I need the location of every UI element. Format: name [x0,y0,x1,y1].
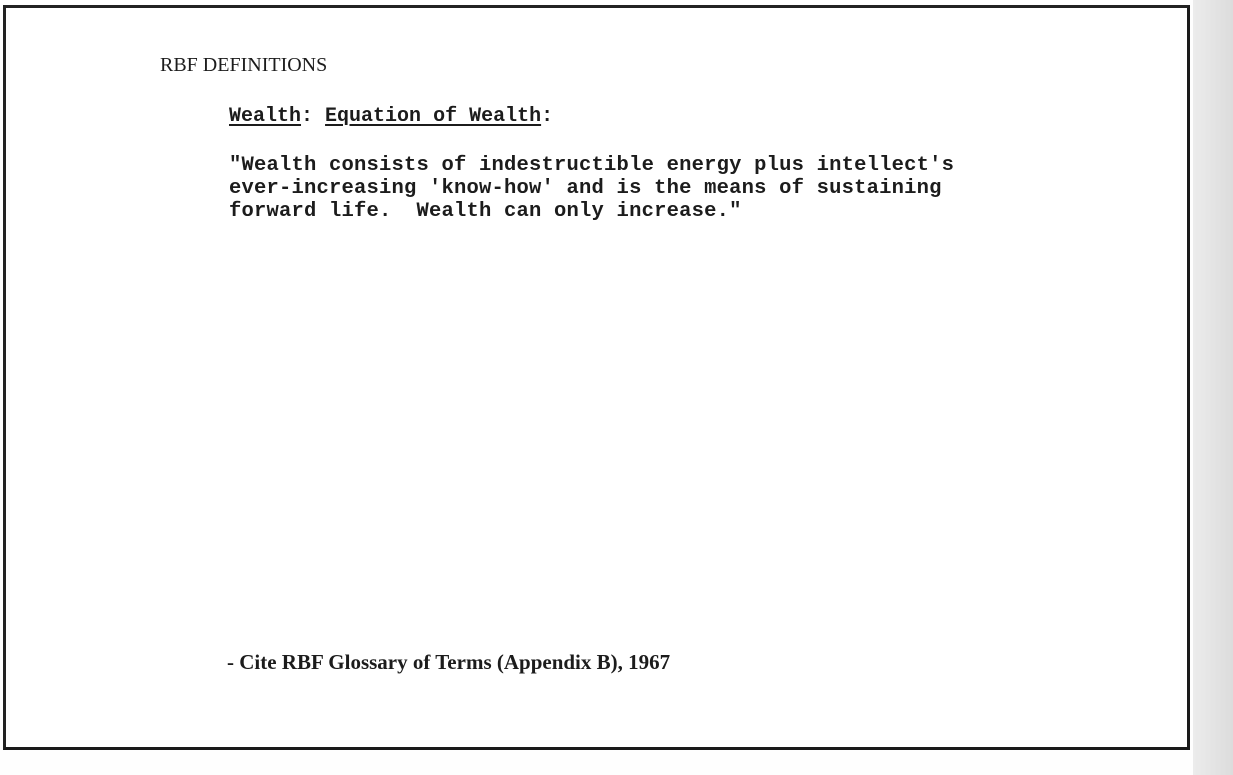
definition-title [229,105,553,128]
citation: - Cite RBF Glossary of Terms (Appendix B), 1967 [227,650,671,674]
quote-line: forward life. Wealth can only increase." [229,200,742,223]
subterm-suffix: : [541,105,554,128]
quote-line: "Wealth consists of indestructible energy plus intellect's [229,154,955,177]
definition-quote [229,154,954,223]
subterm-label: Equation of Wealth [325,105,542,128]
index-card [3,5,1190,750]
term-separator: : [301,105,314,128]
quote-line: ever-increasing 'know-how' and is the means of sustaining [229,177,942,200]
term-label: Wealth [229,105,302,128]
document-heading: RBF DEFINITIONS [160,54,328,76]
page-edge-shadow [1193,0,1233,775]
